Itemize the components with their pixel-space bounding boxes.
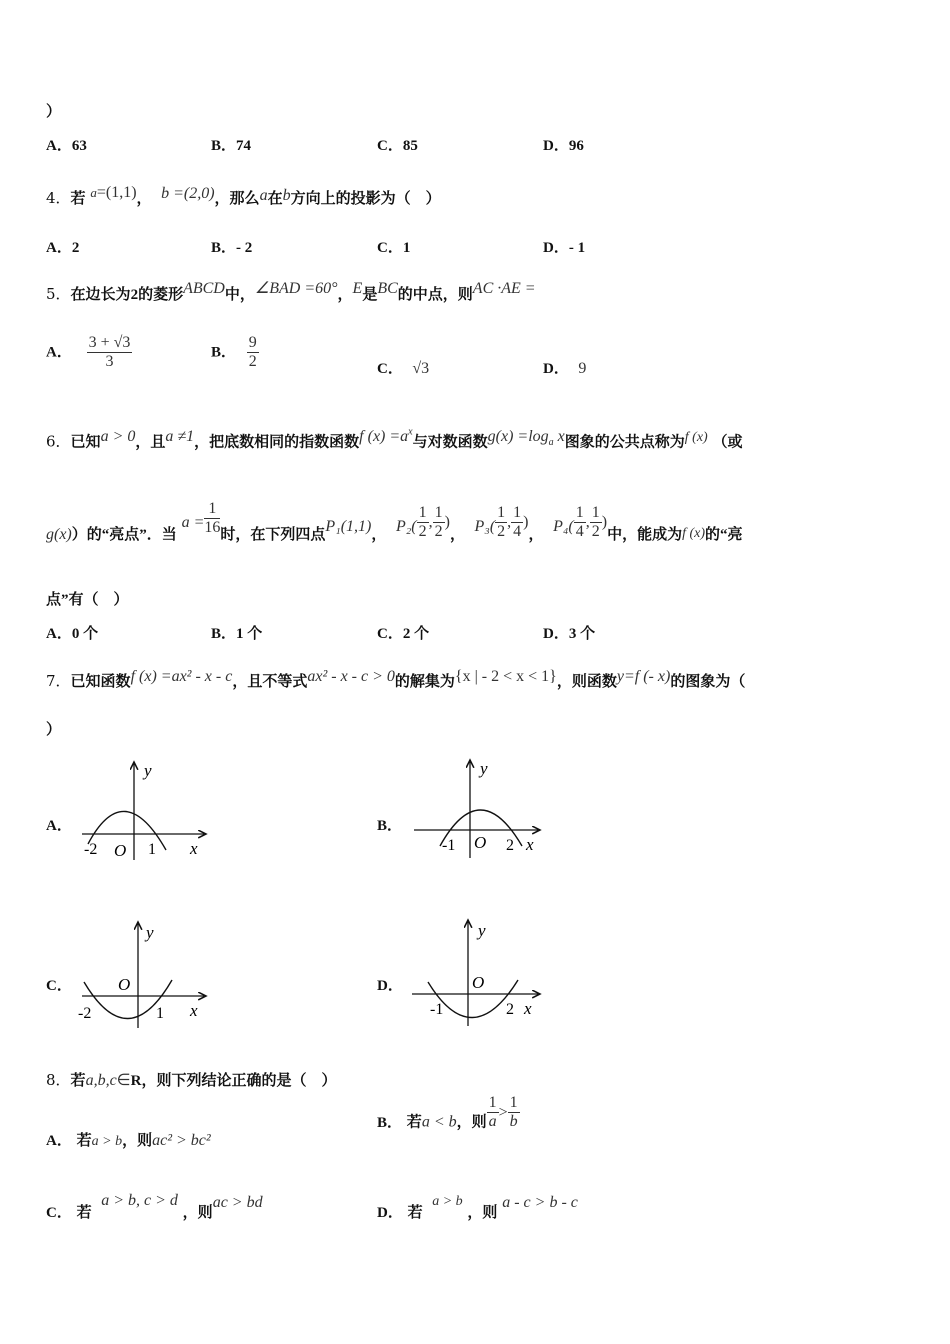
graph-d-left-root: -1 — [430, 1001, 444, 1018]
q7-stem: 7．已知函数f (x) =ax² - x - c，且不等式ax² - x - c > 0的解集为{x | - 2 < x < 1}，则函数y=f (- x)的图象为（ — [46, 668, 746, 690]
q7-option-a-label: A． — [46, 818, 72, 834]
graph-b-x-label: x — [526, 835, 534, 854]
q6-option-a: A．0 个 — [46, 626, 99, 642]
graph-b-origin: O — [474, 833, 487, 852]
graph-c-origin: O — [118, 975, 131, 994]
q8-stem: 8．若a,b,c∈R，则下列结论正确的是（ ） — [46, 1071, 337, 1089]
q8-option-d: D． 若 a > b ，则 a - c > b - c — [377, 1194, 578, 1221]
q7-graph-d — [408, 914, 548, 1030]
q5-option-c: C． √3 — [377, 360, 430, 377]
q8-option-b: B． 若a < b，则 $\frac{1}{a}$ > $\frac{1}{b}$ — [377, 1094, 518, 1131]
q7-option-d-label: D． — [377, 978, 403, 994]
q4-option-c: C．1 — [377, 240, 411, 256]
q7-option-c-label: C． — [46, 978, 72, 994]
graph-d-origin: O — [472, 973, 485, 992]
q3-option-a: A．63 — [46, 138, 87, 154]
graph-a-left-root: -2 — [84, 841, 98, 858]
graph-b-left-root: -1 — [442, 837, 456, 854]
q6-stem-line2: g(x)）的“亮点”．当 a = $\frac{1}{16}$ 时，在下列四点P₁(1,1)， P₂( $\frac{1}{2}$ , $\frac{1}{2}$ )， P₃( $\frac{1}{2}$ , $\frac{1}{4}$ )， P₄( $\frac{1}{4}$ , $\frac{1}{2}$ )中，能成为f (x)的“亮 — [46, 500, 743, 543]
graph-b-y-label: y — [480, 759, 488, 778]
q5-option-d: D． 9 — [543, 360, 587, 377]
q8-option-c: C． 若 a > b, c > d ，则ac > bd — [46, 1192, 263, 1221]
graph-c-x-label: x — [190, 1001, 198, 1020]
q7-paren: ） — [46, 722, 62, 738]
q3-option-b: B．74 — [211, 138, 252, 154]
q7-graph-b — [410, 754, 550, 864]
graph-d-x-label: x — [524, 999, 532, 1018]
q6-option-b: B．1 个 — [211, 626, 263, 642]
q5-option-a: A． $\frac{3 + √3}{3}$ — [46, 334, 131, 370]
graph-c-right-root: 1 — [156, 1005, 164, 1022]
graph-c-left-root: -2 — [78, 1005, 92, 1022]
graph-a-x-label: x — [190, 839, 198, 858]
q6-option-d: D．3 个 — [543, 626, 596, 642]
q4-option-d: D．- 1 — [543, 240, 586, 256]
q5-option-b: B． $\frac{9}{2}$ — [211, 334, 257, 370]
q5-stem: 5．在边长为2的菱形ABCD中，∠BAD =60°，E是BC的中点，则AC ·AE = — [46, 280, 536, 303]
q6-stem-line1: 6．已知a > 0，且a ≠1，把底数相同的指数函数f $(x) =a^x$与对数函数$g(x) =\log_a$ x图象的公共点称为f (x) （或 — [46, 427, 743, 451]
q4-option-a: A．2 — [46, 240, 80, 256]
graph-d-y-label: y — [478, 921, 486, 940]
graph-a-origin: O — [114, 841, 127, 860]
q3-option-d: D．96 — [543, 138, 584, 154]
graph-b-right-root: 2 — [506, 837, 514, 854]
graph-a-y-label: y — [144, 761, 152, 780]
q6-stem-line3: 点”有（ ） — [46, 592, 129, 608]
q7-graph-c — [74, 916, 214, 1032]
q8-option-a: A． 若a > b，则ac² > bc² — [46, 1132, 211, 1149]
q3-option-c: C．85 — [377, 138, 418, 154]
q7-option-b-label: B． — [377, 818, 403, 834]
q4-stem: 4．若 a=(1,1)， b =(2,0)，那么a在b方向上的投影为（ ） — [46, 184, 441, 207]
graph-d-right-root: 2 — [506, 1001, 514, 1018]
q4-option-b: B．- 2 — [211, 240, 253, 256]
graph-c-y-label: y — [146, 923, 154, 942]
q6-option-c: C．2 个 — [377, 626, 430, 642]
graph-a-right-root: 1 — [148, 841, 156, 858]
q3-paren: ） — [46, 104, 62, 120]
q7-graph-a — [78, 756, 218, 866]
